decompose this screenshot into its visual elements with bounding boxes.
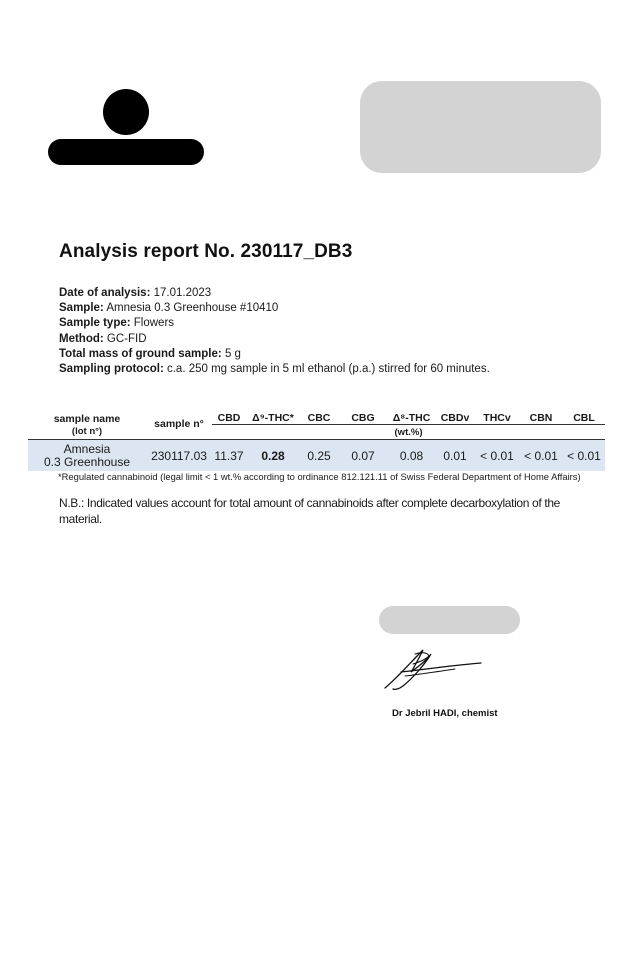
- cell-value: 0.01: [435, 440, 475, 472]
- header-unit: (wt.%): [212, 425, 605, 440]
- meta-method: Method: GC-FID: [59, 332, 147, 345]
- header-cannabinoid: Δ⁹-THC*: [252, 412, 294, 424]
- cell-value: 0.28: [246, 440, 300, 472]
- results-table: [28, 408, 605, 471]
- header-cannabinoid: CBN: [529, 412, 553, 424]
- footnote: *Regulated cannabinoid (legal limit < 1 wt.% according to ordinance 812.121.11 of Swiss Federal Department of Home Affairs): [58, 471, 581, 482]
- header-cannabinoid: CBC: [307, 412, 331, 424]
- redacted-signature-label: [379, 606, 520, 634]
- cell-value: < 0.01: [519, 440, 563, 472]
- decarboxylation-note: N.B.: Indicated values account for total amount of cannabinoids after complete decarboxylation of the material.: [59, 496, 560, 526]
- redacted-logo: [103, 89, 149, 135]
- header-cannabinoid: CBL: [573, 412, 595, 424]
- report-title: Analysis report No. 230117_DB3: [59, 241, 353, 262]
- cell-value: 0.25: [300, 440, 338, 472]
- meta-total-mass: Total mass of ground sample: 5 g: [59, 347, 241, 360]
- cell-value: 0.07: [338, 440, 388, 472]
- cell-value: 0.08: [388, 440, 435, 472]
- redacted-address-block: [360, 81, 601, 173]
- header-cannabinoid: Δ⁸-THC: [392, 412, 431, 424]
- meta-date: Date of analysis: 17.01.2023: [59, 287, 212, 299]
- meta-sample: Sample: Amnesia 0.3 Greenhouse #10410: [59, 302, 279, 315]
- header-cannabinoid: THCv: [483, 412, 511, 424]
- header-lot: (lot n°): [71, 426, 103, 438]
- redacted-company-name: [48, 139, 204, 165]
- header-cannabinoid: CBD: [217, 412, 241, 424]
- cell-value: < 0.01: [563, 440, 605, 472]
- header-sample-name: sample name: [53, 412, 121, 425]
- meta-sampling-protocol: Sampling protocol: c.a. 250 mg sample in 5 ml ethanol (p.a.) stirred for 60 minutes.: [59, 363, 490, 376]
- header-sample-no: sample n°: [154, 417, 204, 430]
- cell-sample-no: 230117.03: [146, 440, 212, 472]
- cell-value: 11.37: [212, 440, 246, 472]
- report-metadata: [59, 286, 490, 377]
- cell-sample-name: Amnesia 0.3 Greenhouse: [28, 440, 146, 472]
- meta-sample-type: Sample type: Flowers: [59, 317, 175, 330]
- table-row: [28, 440, 605, 472]
- signatory-name: Dr Jebril HADI, chemist: [392, 708, 498, 719]
- signature-icon: [375, 642, 485, 694]
- cell-value: < 0.01: [475, 440, 519, 472]
- header-cannabinoid: CBG: [351, 412, 375, 424]
- header-cannabinoid: CBDv: [440, 412, 470, 424]
